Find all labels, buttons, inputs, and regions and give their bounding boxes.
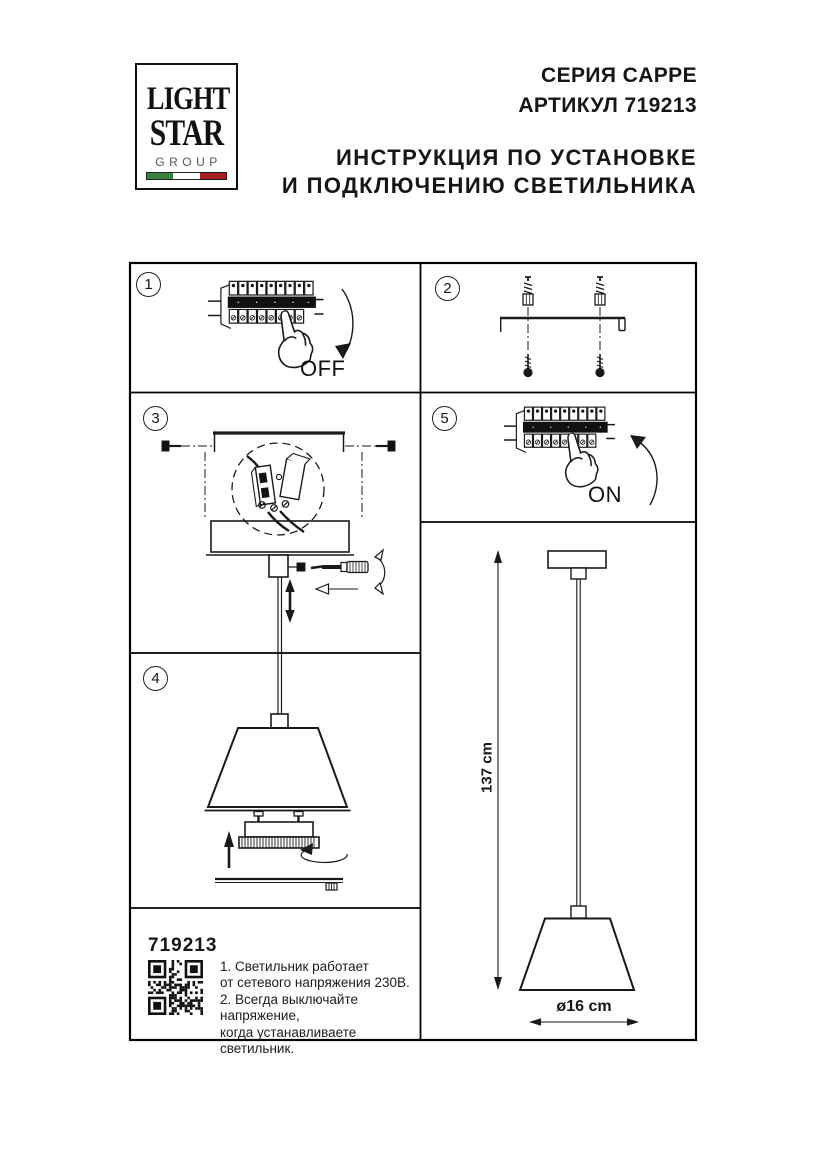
gx53-lamp (239, 812, 319, 849)
title-line-1: ИНСТРУКЦИЯ ПО УСТАНОВКЕ (336, 145, 697, 170)
rotate-arrows-icon (375, 550, 385, 594)
diameter-dimension-label: ø16 cm (556, 998, 612, 1015)
step-number-3: 3 (143, 406, 168, 431)
height-dimension-label: 137 cm (478, 742, 496, 793)
step-number-2: 2 (435, 276, 460, 301)
step4-diagram-shade-assembly (205, 653, 351, 890)
step2-diagram-mounting-bracket (500, 277, 625, 377)
logo-word-light: LIGHT (146, 81, 230, 117)
off-label: OFF (300, 356, 346, 381)
step-number-1: 1 (136, 272, 161, 297)
pendant-dimension-drawing (494, 550, 639, 1026)
footer-article-number: 719213 (148, 935, 218, 956)
note-line: от сетевого напряжения 230В. (220, 975, 410, 991)
qr-code (148, 960, 203, 1015)
note-line: 2. Всегда выключайте напряжение, (220, 991, 358, 1024)
up-down-arrow-icon (285, 579, 294, 623)
diffuser-plate (215, 879, 343, 890)
on-label: ON (588, 482, 622, 507)
step3-diagram-ceiling-mount (162, 433, 395, 653)
step5-diagram-breaker-on (504, 407, 657, 505)
logo-word-star: STAR (149, 113, 224, 154)
note-line: 1. Светильник работает (220, 959, 369, 974)
step-number-4: 4 (143, 666, 168, 691)
title-line-2: И ПОДКЛЮЧЕНИЮ СВЕТИЛЬНИКА (281, 173, 697, 198)
diameter-dimension-arrow (529, 1018, 639, 1026)
series-name: СЕРИЯ CAPPE (541, 64, 697, 87)
article-number: АРТИКУЛ 719213 (518, 94, 697, 117)
logo-word-group: GROUP (155, 155, 222, 169)
screwdriver-icon (311, 562, 368, 573)
step-number-5: 5 (432, 406, 457, 431)
note-line: когда устанавливаете светильник. (220, 1024, 357, 1057)
safety-notes (220, 959, 425, 1057)
